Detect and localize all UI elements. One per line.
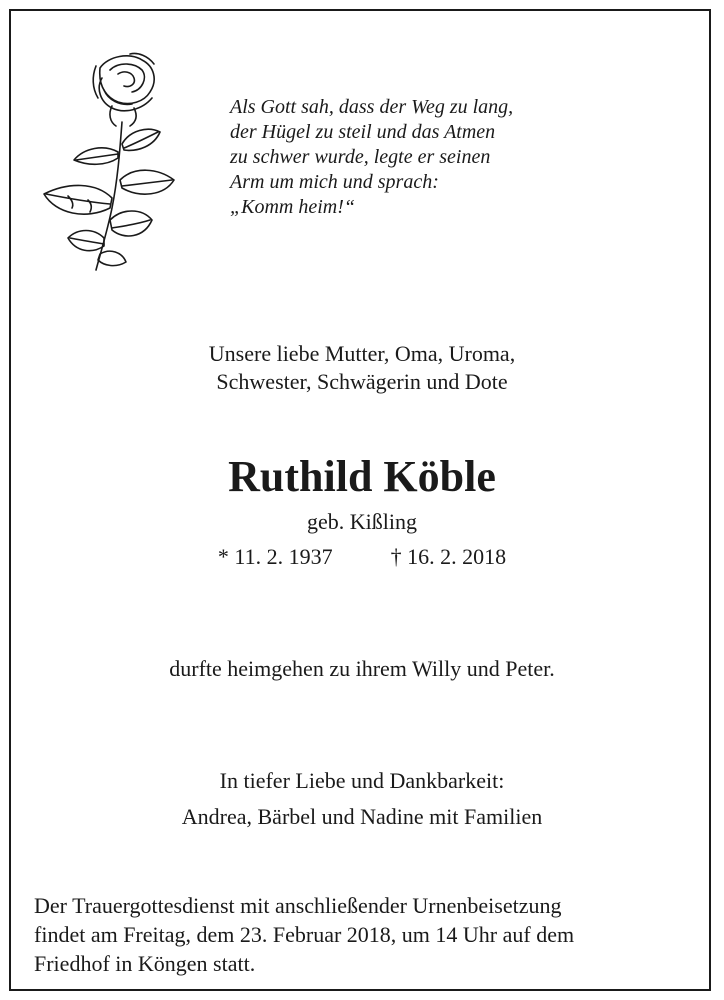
service-line: Der Trauergottesdienst mit anschließender Urnenbeisetzung (34, 893, 562, 918)
statement: durfte heimgehen zu ihrem Willy und Peter. (169, 656, 555, 681)
rose-icon (38, 48, 188, 273)
death-date: † 16. 2. 2018 (390, 544, 507, 569)
service-info (34, 891, 694, 978)
intro-line: Schwester, Schwägerin und Dote (216, 369, 508, 394)
mourners (0, 763, 724, 835)
poem (230, 95, 650, 220)
mourners-line: In tiefer Liebe und Dankbarkeit: (219, 768, 505, 793)
mourners-line: Andrea, Bärbel und Nadine mit Familien (181, 804, 543, 829)
service-line: Friedhof in Köngen statt. (34, 951, 256, 976)
poem-line: Als Gott sah, dass der Weg zu lang, (230, 96, 514, 118)
birth-name: geb. Kißling (307, 509, 417, 534)
intro-line: Unsere liebe Mutter, Oma, Uroma, (208, 341, 516, 366)
poem-line: „Komm heim!“ (230, 196, 356, 218)
deceased-name: Ruthild Köble (228, 452, 496, 501)
intro-text (0, 340, 724, 396)
birth-date: * 11. 2. 1937 (217, 544, 333, 569)
poem-line: zu schwer wurde, legte er seinen (230, 146, 491, 168)
service-line: findet am Freitag, dem 23. Februar 2018, um 14 Uhr auf dem (34, 922, 575, 947)
life-dates (0, 543, 724, 571)
poem-line: Arm um mich und sprach: (230, 171, 439, 193)
poem-line: der Hügel zu steil und das Atmen (230, 121, 496, 143)
